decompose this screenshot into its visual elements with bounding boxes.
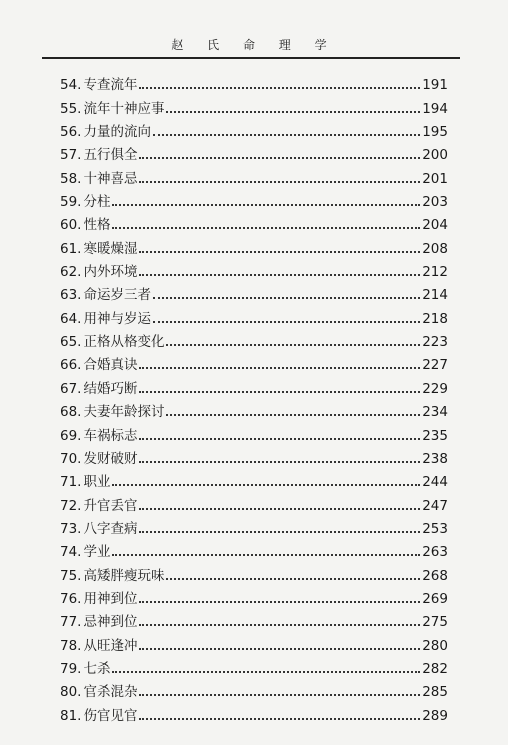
entry-number: 74. bbox=[60, 544, 82, 561]
entry-title: 七杀 bbox=[83, 660, 111, 677]
dot-leader bbox=[112, 204, 420, 206]
entry-number: 73. bbox=[60, 520, 82, 537]
entry-title: 十神喜忌 bbox=[83, 170, 138, 187]
entry-number: 54. bbox=[60, 77, 82, 94]
toc-entry bbox=[60, 514, 448, 537]
toc-entry bbox=[60, 467, 448, 490]
entry-page-number: 214 bbox=[422, 287, 448, 304]
entry-title: 力量的流向 bbox=[83, 124, 151, 141]
entry-page-number: 212 bbox=[422, 264, 448, 281]
toc-entry bbox=[60, 280, 448, 303]
toc-entry bbox=[60, 233, 448, 256]
toc-entry bbox=[60, 444, 448, 467]
entry-title: 夫妻年龄探讨 bbox=[83, 404, 165, 421]
entry-number: 68. bbox=[60, 404, 82, 421]
entry-title: 寒暖燥湿 bbox=[83, 240, 138, 257]
toc-entry bbox=[60, 584, 448, 607]
entry-page-number: 282 bbox=[422, 660, 448, 677]
entry-page-number: 195 bbox=[422, 124, 448, 141]
dot-leader bbox=[139, 181, 420, 183]
toc-entry bbox=[60, 373, 448, 396]
entry-title: 专查流年 bbox=[83, 77, 138, 94]
entry-number: 65. bbox=[60, 334, 82, 351]
toc-entry bbox=[60, 163, 448, 186]
entry-title: 五行俱全 bbox=[83, 147, 138, 164]
entry-page-number: 203 bbox=[422, 194, 448, 211]
dot-leader bbox=[139, 274, 420, 276]
dot-leader bbox=[166, 111, 420, 113]
entry-number: 67. bbox=[60, 380, 82, 397]
dot-leader bbox=[139, 508, 420, 510]
toc-entry bbox=[60, 654, 448, 677]
header-rule bbox=[42, 57, 460, 59]
table-of-contents bbox=[60, 70, 448, 724]
entry-title: 流年十神应事 bbox=[83, 100, 165, 117]
toc-entry bbox=[60, 70, 448, 93]
entry-page-number: 200 bbox=[422, 147, 448, 164]
dot-leader bbox=[139, 251, 420, 253]
entry-page-number: 218 bbox=[422, 310, 448, 327]
entry-title: 命运岁三者 bbox=[83, 287, 151, 304]
entry-page-number: 253 bbox=[422, 520, 448, 537]
entry-page-number: 201 bbox=[422, 170, 448, 187]
entry-title: 发财破财 bbox=[83, 450, 138, 467]
toc-entry bbox=[60, 93, 448, 116]
toc-entry bbox=[60, 490, 448, 513]
entry-title: 分柱 bbox=[83, 194, 111, 211]
toc-entry bbox=[60, 187, 448, 210]
dot-leader bbox=[166, 414, 420, 416]
entry-number: 64. bbox=[60, 310, 82, 327]
toc-entry bbox=[60, 210, 448, 233]
entry-page-number: 263 bbox=[422, 544, 448, 561]
entry-page-number: 244 bbox=[422, 474, 448, 491]
toc-entry bbox=[60, 420, 448, 443]
entry-page-number: 247 bbox=[422, 497, 448, 514]
toc-entry bbox=[60, 397, 448, 420]
toc-entry bbox=[60, 350, 448, 373]
dot-leader bbox=[112, 227, 420, 229]
toc-entry bbox=[60, 607, 448, 630]
dot-leader bbox=[139, 438, 420, 440]
entry-title: 内外环境 bbox=[83, 264, 138, 281]
dot-leader bbox=[139, 157, 420, 159]
entry-page-number: 234 bbox=[422, 404, 448, 421]
entry-number: 80. bbox=[60, 684, 82, 701]
entry-number: 66. bbox=[60, 357, 82, 374]
entry-title: 八字查病 bbox=[83, 520, 138, 537]
toc-entry bbox=[60, 117, 448, 140]
dot-leader bbox=[153, 297, 420, 299]
entry-number: 70. bbox=[60, 450, 82, 467]
entry-title: 用神与岁运 bbox=[83, 310, 151, 327]
entry-number: 71. bbox=[60, 474, 82, 491]
entry-number: 81. bbox=[60, 707, 82, 724]
entry-number: 57. bbox=[60, 147, 82, 164]
dot-leader bbox=[139, 694, 420, 696]
dot-leader bbox=[112, 671, 420, 673]
dot-leader bbox=[139, 648, 420, 650]
entry-number: 76. bbox=[60, 590, 82, 607]
toc-entry bbox=[60, 677, 448, 700]
entry-page-number: 194 bbox=[422, 100, 448, 117]
entry-title: 高矮胖瘦玩味 bbox=[83, 567, 165, 584]
entry-title: 合婚真诀 bbox=[83, 357, 138, 374]
entry-number: 58. bbox=[60, 170, 82, 187]
dot-leader bbox=[139, 391, 420, 393]
entry-page-number: 269 bbox=[422, 590, 448, 607]
entry-page-number: 227 bbox=[422, 357, 448, 374]
dot-leader bbox=[166, 578, 420, 580]
toc-entry bbox=[60, 303, 448, 326]
dot-leader bbox=[166, 344, 420, 346]
entry-number: 55. bbox=[60, 100, 82, 117]
dot-leader bbox=[139, 367, 420, 369]
toc-entry bbox=[60, 700, 448, 723]
entry-title: 官杀混杂 bbox=[83, 684, 138, 701]
entry-title: 车祸标志 bbox=[83, 427, 138, 444]
entry-page-number: 275 bbox=[422, 614, 448, 631]
toc-entry bbox=[60, 560, 448, 583]
entry-page-number: 191 bbox=[422, 77, 448, 94]
entry-page-number: 235 bbox=[422, 427, 448, 444]
toc-entry bbox=[60, 257, 448, 280]
entry-number: 56. bbox=[60, 124, 82, 141]
dot-leader bbox=[153, 321, 420, 323]
running-header: 赵 氏 命 理 学 bbox=[171, 38, 337, 52]
toc-entry bbox=[60, 140, 448, 163]
entry-number: 69. bbox=[60, 427, 82, 444]
dot-leader bbox=[139, 531, 420, 533]
entry-number: 77. bbox=[60, 614, 82, 631]
entry-page-number: 229 bbox=[422, 380, 448, 397]
entry-number: 61. bbox=[60, 240, 82, 257]
entry-page-number: 268 bbox=[422, 567, 448, 584]
entry-page-number: 208 bbox=[422, 240, 448, 257]
entry-page-number: 280 bbox=[422, 637, 448, 654]
entry-title: 职业 bbox=[83, 474, 111, 491]
entry-page-number: 289 bbox=[422, 707, 448, 724]
entry-page-number: 223 bbox=[422, 334, 448, 351]
entry-number: 63. bbox=[60, 287, 82, 304]
entry-title: 用神到位 bbox=[83, 590, 138, 607]
entry-number: 59. bbox=[60, 194, 82, 211]
dot-leader bbox=[139, 87, 420, 89]
entry-page-number: 204 bbox=[422, 217, 448, 234]
entry-title: 正格从格变化 bbox=[83, 334, 165, 351]
dot-leader bbox=[112, 554, 420, 556]
toc-entry bbox=[60, 537, 448, 560]
entry-number: 60. bbox=[60, 217, 82, 234]
dot-leader bbox=[139, 601, 420, 603]
dot-leader bbox=[139, 718, 420, 720]
dot-leader bbox=[112, 484, 420, 486]
entry-title: 结婚巧断 bbox=[83, 380, 138, 397]
dot-leader bbox=[139, 624, 420, 626]
entry-number: 78. bbox=[60, 637, 82, 654]
entry-number: 75. bbox=[60, 567, 82, 584]
entry-page-number: 285 bbox=[422, 684, 448, 701]
entry-title: 学业 bbox=[83, 544, 111, 561]
entry-title: 升官丢官 bbox=[83, 497, 138, 514]
dot-leader bbox=[153, 134, 420, 136]
toc-entry bbox=[60, 327, 448, 350]
entry-title: 性格 bbox=[83, 217, 111, 234]
entry-title: 忌神到位 bbox=[83, 614, 138, 631]
entry-number: 79. bbox=[60, 660, 82, 677]
dot-leader bbox=[139, 461, 420, 463]
entry-title: 伤官见官 bbox=[83, 707, 138, 724]
toc-entry bbox=[60, 630, 448, 653]
entry-number: 62. bbox=[60, 264, 82, 281]
entry-page-number: 238 bbox=[422, 450, 448, 467]
entry-title: 从旺逢冲 bbox=[83, 637, 138, 654]
entry-number: 72. bbox=[60, 497, 82, 514]
